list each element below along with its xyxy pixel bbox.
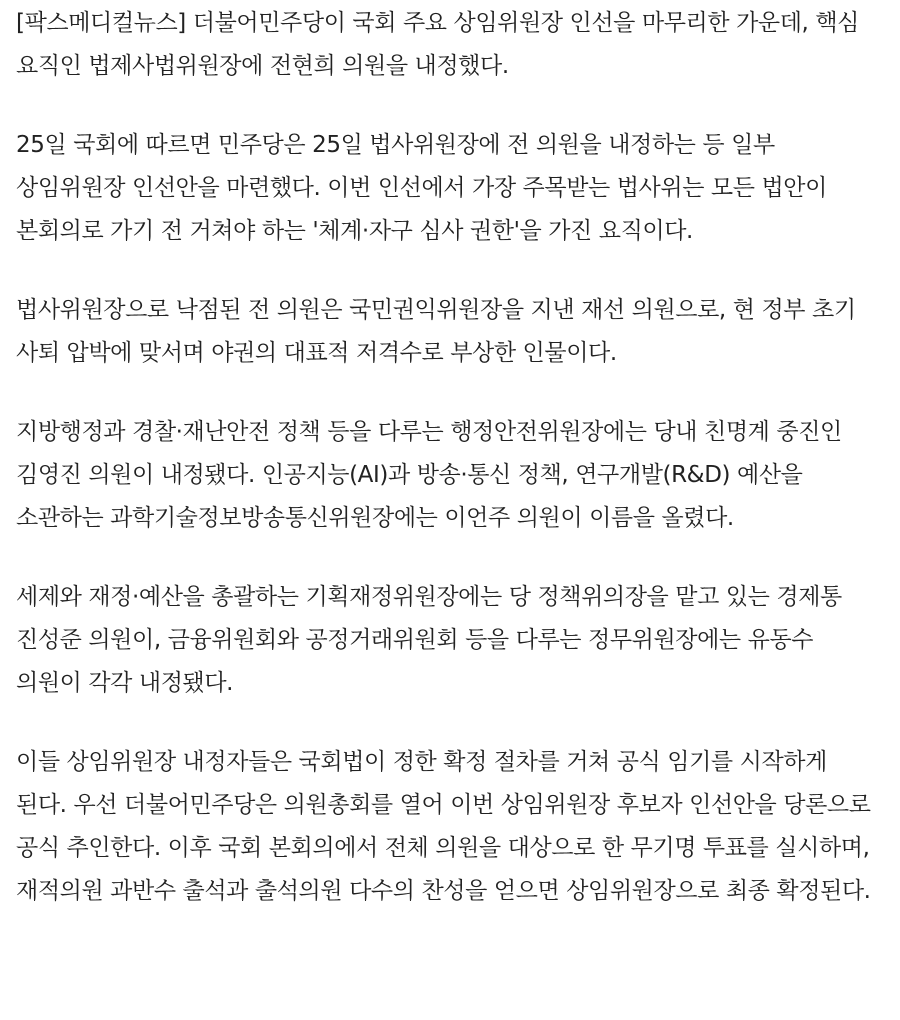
article-paragraph-4: 지방행정과 경찰·재난안전 정책 등을 다루는 행정안전위원장에는 당내 친명계 중진인 김영진 의원이 내정됐다. 인공지능(AI)과 방송·통신 정책, 연구개발(R&D) 예산을 소관하는 과학기술정보방송통신위원장에는 이언주 의원이 이름을 올렸다.: [16, 419, 842, 531]
article-paragraph-6: 이들 상임위원장 내정자들은 국회법이 정한 확정 절차를 거쳐 공식 임기를 시작하게 된다. 우선 더불어민주당은 의원총회를 열어 이번 상임위원장 후보자 인선안을 당론으로 공식 추인한다. 이후 국회 본회의에서 전체 의원을 대상으로 한 무기명 투표를 실시하며, 재적의원 과반수 출석과 출석의원 다수의 찬성을 얻으면 상임위원장으로 최종 확정된다.: [16, 749, 871, 904]
article-paragraph-5: 세제와 재정·예산을 총괄하는 기획재정위원장에는 당 정책위의장을 맡고 있는 경제통 진성준 의원이, 금융위원회와 공정거래위원회 등을 다루는 정무위원장에는 유동수 의원이 각각 내정됐다.: [16, 584, 842, 696]
article-paragraph-1: [팍스메디컬뉴스] 더불어민주당이 국회 주요 상임위원장 인선을 마무리한 가운데, 핵심 요직인 법제사법위원장에 전현희 의원을 내정했다.: [16, 10, 859, 79]
article-paragraph-3: 법사위원장으로 낙점된 전 의원은 국민권익위원장을 지낸 재선 의원으로, 현 정부 초기 사퇴 압박에 맞서며 야권의 대표적 저격수로 부상한 인물이다.: [16, 297, 856, 366]
article-paragraph-2: 25일 국회에 따르면 민주당은 25일 법사위원장에 전 의원을 내정하는 등 일부 상임위원장 인선안을 마련했다. 이번 인선에서 가장 주목받는 법사위는 모든 법안이 본회의로 가기 전 거쳐야 하는 '체계·자구 심사 권한'을 가진 요직이다.: [16, 132, 827, 244]
